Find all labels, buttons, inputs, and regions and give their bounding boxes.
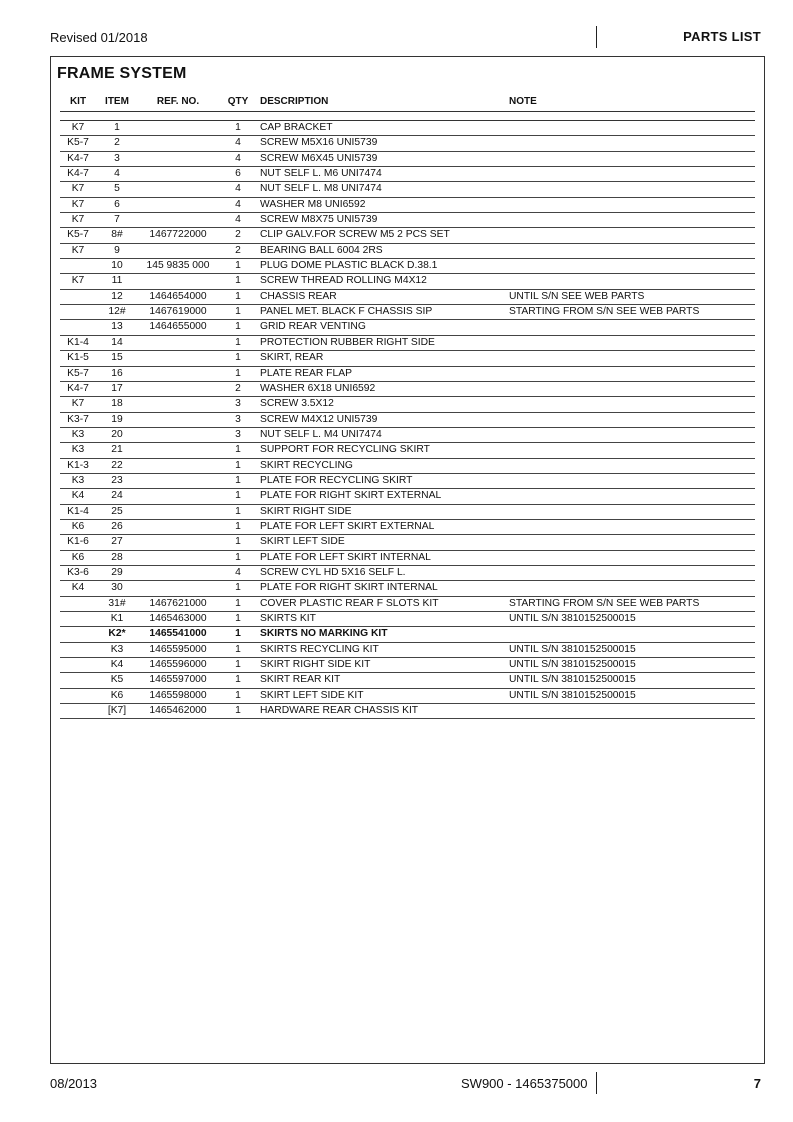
table-row — [60, 198, 755, 213]
cell-qty: 1 — [235, 551, 241, 563]
cell-qty: 1 — [235, 367, 241, 379]
cell-desc: PANEL MET. BLACK F CHASSIS SIP — [260, 306, 433, 318]
cell-item: 29 — [111, 566, 123, 578]
cell-kit: K3 — [71, 444, 85, 456]
cell-qty: 1 — [235, 260, 241, 272]
header-gap — [60, 112, 755, 121]
cell-item: 22 — [111, 459, 123, 471]
cell-kit: K4-7 — [67, 382, 89, 394]
cell-desc: PROTECTION RUBBER RIGHT SIDE — [260, 336, 435, 348]
cell-note: STARTING FROM S/N SEE WEB PARTS — [509, 306, 700, 318]
cell-item: K5 — [110, 674, 124, 686]
cell-kit: K3 — [71, 428, 85, 440]
cell-desc: SCREW M6X45 UNI5739 — [260, 152, 378, 164]
page-number: 7 — [753, 1076, 761, 1091]
cell-item: 6 — [114, 198, 120, 210]
col-ref-header: REF. NO. — [156, 96, 200, 107]
cell-qty: 2 — [235, 382, 241, 394]
table-header — [60, 94, 755, 112]
cell-qty: 2 — [235, 229, 241, 241]
revision-date: Revised 01/2018 — [50, 30, 148, 45]
table-row — [60, 367, 755, 382]
table-row — [60, 643, 755, 658]
table-row — [60, 520, 755, 535]
cell-kit: K7 — [71, 122, 85, 133]
cell-qty: 1 — [235, 613, 241, 624]
footer-date: 08/2013 — [50, 1076, 97, 1091]
cell-qty: 1 — [235, 490, 241, 502]
cell-desc: CLIP GALV.FOR SCREW M5 2 PCS SET — [260, 229, 450, 241]
cell-desc: NUT SELF L. M8 UNI7474 — [260, 183, 382, 195]
table-row — [60, 474, 755, 489]
cell-item: K2* — [108, 628, 126, 640]
cell-qty: 1 — [235, 520, 241, 532]
table-row — [60, 505, 755, 520]
page-title: FRAME SYSTEM — [57, 65, 187, 82]
cell-item: 15 — [111, 352, 123, 364]
cell-item: 25 — [111, 505, 123, 517]
col-kit-header: KIT — [69, 96, 87, 107]
cell-desc: PLATE REAR FLAP — [260, 367, 352, 379]
cell-kit: K7 — [71, 183, 85, 195]
table-row — [60, 167, 755, 182]
table-row — [60, 673, 755, 688]
col-item-header: ITEM — [105, 96, 129, 107]
cell-kit: K5-7 — [67, 229, 89, 241]
cell-desc: SKIRT RECYCLING — [260, 459, 353, 471]
table-row — [60, 627, 755, 642]
table-row — [60, 489, 755, 504]
cell-item: 2 — [114, 137, 120, 149]
footer-model: SW900 - 1465375000 — [461, 1076, 588, 1091]
cell-desc: SKIRT LEFT SIDE — [260, 536, 345, 548]
cell-item: 16 — [111, 367, 123, 379]
cell-desc: SKIRT REAR KIT — [260, 674, 341, 686]
cell-item: 28 — [111, 551, 123, 563]
cell-qty: 1 — [235, 674, 241, 686]
cell-desc: HARDWARE REAR CHASSIS KIT — [260, 705, 419, 717]
table-row — [60, 351, 755, 366]
table-row — [60, 305, 755, 320]
cell-qty: 1 — [235, 689, 241, 701]
cell-desc: PLATE FOR RIGHT SKIRT EXTERNAL — [260, 490, 442, 502]
cell-desc: NUT SELF L. M6 UNI7474 — [260, 168, 382, 180]
cell-qty: 4 — [235, 183, 241, 195]
cell-item: 30 — [111, 582, 123, 594]
cell-desc: PLATE FOR LEFT SKIRT INTERNAL — [260, 551, 431, 563]
cell-note: STARTING FROM S/N SEE WEB PARTS — [509, 597, 700, 609]
cell-desc: WASHER 6X18 UNI6592 — [260, 382, 376, 394]
cell-ref: 1464655000 — [149, 321, 207, 333]
table-row — [60, 152, 755, 167]
cell-kit: K6 — [71, 520, 85, 532]
cell-desc: SKIRT RIGHT SIDE KIT — [260, 659, 371, 671]
cell-qty: 4 — [235, 152, 241, 164]
cell-kit: K7 — [71, 244, 85, 256]
cell-ref: 1465596000 — [149, 659, 207, 671]
cell-qty: 1 — [235, 643, 241, 655]
table-row — [60, 428, 755, 443]
cell-qty: 4 — [235, 566, 241, 578]
table-row — [60, 581, 755, 596]
cell-kit: K3-7 — [67, 413, 89, 425]
cell-qty: 1 — [235, 290, 241, 302]
table-row — [60, 228, 755, 243]
footer-divider — [596, 1072, 597, 1094]
cell-kit: K1-5 — [67, 352, 89, 364]
cell-desc: SCREW M4X12 UNI5739 — [260, 413, 378, 425]
cell-qty: 1 — [235, 474, 241, 486]
cell-desc: PLATE FOR LEFT SKIRT EXTERNAL — [260, 520, 435, 532]
cell-desc: SKIRT, REAR — [260, 352, 324, 364]
table-row — [60, 566, 755, 581]
cell-item: 10 — [111, 260, 123, 272]
cell-kit: K1-4 — [67, 505, 89, 517]
cell-note: UNTIL S/N 3810152500015 — [509, 689, 636, 701]
cell-item: K1 — [110, 613, 124, 624]
cell-kit: K3 — [71, 474, 85, 486]
cell-kit: K4 — [71, 582, 85, 594]
cell-item: 27 — [111, 536, 123, 548]
cell-desc: SCREW M5X16 UNI5739 — [260, 137, 378, 149]
cell-qty: 1 — [235, 275, 241, 287]
cell-desc: CAP BRACKET — [260, 122, 333, 133]
cell-qty: 3 — [235, 413, 241, 425]
cell-desc: SCREW THREAD ROLLING M4X12 — [260, 275, 427, 287]
cell-item: 18 — [111, 398, 123, 410]
cell-item: 12 — [111, 290, 123, 302]
cell-note: UNTIL S/N 3810152500015 — [509, 659, 636, 671]
cell-ref: 1465595000 — [149, 643, 207, 655]
table-row — [60, 443, 755, 458]
cell-kit: K1-3 — [67, 459, 89, 471]
cell-item: 19 — [111, 413, 123, 425]
cell-ref: 1467619000 — [149, 306, 207, 318]
cell-qty: 4 — [235, 198, 241, 210]
cell-qty: 1 — [235, 306, 241, 318]
cell-desc: GRID REAR VENTING — [260, 321, 366, 333]
cell-note: UNTIL S/N 3810152500015 — [509, 643, 636, 655]
table-row — [60, 136, 755, 151]
table-row — [60, 397, 755, 412]
cell-qty: 1 — [235, 336, 241, 348]
table-row — [60, 244, 755, 259]
cell-item: K6 — [110, 689, 124, 701]
parts-table — [60, 94, 755, 719]
cell-item: 5 — [114, 183, 120, 195]
cell-item: 14 — [111, 336, 123, 348]
cell-note: UNTIL S/N 3810152500015 — [509, 613, 636, 624]
cell-desc: NUT SELF L. M4 UNI7474 — [260, 428, 382, 440]
cell-item: K4 — [110, 659, 124, 671]
table-body — [60, 121, 755, 719]
table-row — [60, 320, 755, 335]
cell-ref: 1465462000 — [149, 705, 207, 717]
cell-qty: 1 — [235, 628, 241, 640]
cell-desc: PLATE FOR RECYCLING SKIRT — [260, 474, 413, 486]
cell-item: 24 — [111, 490, 123, 502]
col-note-header: NOTE — [509, 96, 537, 107]
table-row — [60, 182, 755, 197]
cell-kit: K1-6 — [67, 536, 89, 548]
cell-kit: K7 — [71, 275, 85, 287]
table-row — [60, 213, 755, 228]
cell-qty: 1 — [235, 505, 241, 517]
cell-desc: SKIRTS NO MARKING KIT — [260, 628, 388, 640]
cell-kit: K4-7 — [67, 168, 89, 180]
cell-item: 3 — [114, 152, 120, 164]
cell-kit: K6 — [71, 551, 85, 563]
cell-item: 17 — [111, 382, 123, 394]
cell-kit: K7 — [71, 198, 85, 210]
cell-kit: K7 — [71, 398, 85, 410]
cell-qty: 1 — [235, 352, 241, 364]
cell-qty: 3 — [235, 428, 241, 440]
cell-ref: 145 9835 000 — [146, 260, 210, 272]
table-row — [60, 336, 755, 351]
cell-qty: 6 — [235, 168, 241, 180]
cell-desc: SUPPORT FOR RECYCLING SKIRT — [260, 444, 430, 456]
cell-item: [K7] — [107, 705, 127, 717]
cell-desc: SKIRT LEFT SIDE KIT — [260, 689, 364, 701]
cell-qty: 4 — [235, 137, 241, 149]
col-qty-header: QTY — [227, 96, 249, 107]
table-row — [60, 551, 755, 566]
cell-ref: 1464654000 — [149, 290, 207, 302]
cell-desc: CHASSIS REAR — [260, 290, 337, 302]
table-row — [60, 274, 755, 289]
table-row — [60, 290, 755, 305]
cell-qty: 1 — [235, 536, 241, 548]
cell-qty: 3 — [235, 398, 241, 410]
table-row — [60, 597, 755, 612]
cell-kit: K4 — [71, 490, 85, 502]
cell-ref: 1465598000 — [149, 689, 207, 701]
table-row — [60, 259, 755, 274]
cell-ref: 1465541000 — [149, 628, 207, 640]
cell-desc: BEARING BALL 6004 2RS — [260, 244, 383, 256]
table-row — [60, 704, 755, 719]
cell-item: 21 — [111, 444, 123, 456]
cell-item: K3 — [110, 643, 124, 655]
cell-qty: 1 — [235, 459, 241, 471]
cell-qty: 1 — [235, 122, 241, 133]
cell-item: 20 — [111, 428, 123, 440]
cell-item: 8# — [111, 229, 123, 241]
cell-desc: WASHER M8 UNI6592 — [260, 198, 366, 210]
cell-item: 31# — [108, 597, 126, 609]
cell-ref: 1467621000 — [149, 597, 207, 609]
cell-item: 1 — [114, 122, 120, 133]
cell-kit: K7 — [71, 214, 85, 226]
cell-qty: 1 — [235, 659, 241, 671]
cell-item: 7 — [114, 214, 120, 226]
header-divider — [596, 26, 597, 48]
table-row — [60, 121, 755, 136]
cell-item: 26 — [111, 520, 123, 532]
cell-kit: K1-4 — [67, 336, 89, 348]
cell-desc: SCREW M8X75 UNI5739 — [260, 214, 378, 226]
table-row — [60, 689, 755, 704]
cell-desc: SKIRT RIGHT SIDE — [260, 505, 352, 517]
table-row — [60, 382, 755, 397]
cell-note: UNTIL S/N 3810152500015 — [509, 674, 636, 686]
cell-item: 11 — [111, 275, 123, 287]
section-title: PARTS LIST — [683, 29, 761, 44]
cell-qty: 1 — [235, 597, 241, 609]
table-row — [60, 658, 755, 673]
table-row — [60, 535, 755, 550]
content-frame — [50, 56, 765, 1064]
cell-qty: 1 — [235, 705, 241, 717]
cell-note: UNTIL S/N SEE WEB PARTS — [509, 290, 645, 302]
cell-item: 23 — [111, 474, 123, 486]
cell-desc: COVER PLASTIC REAR F SLOTS KIT — [260, 597, 439, 609]
cell-qty: 4 — [235, 214, 241, 226]
table-row — [60, 459, 755, 474]
cell-kit: K5-7 — [67, 367, 89, 379]
cell-item: 9 — [114, 244, 120, 256]
cell-desc: SCREW 3.5X12 — [260, 398, 334, 410]
cell-item: 12# — [108, 306, 126, 318]
cell-item: 13 — [111, 321, 123, 333]
table-row — [60, 413, 755, 428]
cell-desc: PLATE FOR RIGHT SKIRT INTERNAL — [260, 582, 438, 594]
table-row — [60, 612, 755, 627]
cell-qty: 2 — [235, 244, 241, 256]
cell-kit: K3-6 — [67, 566, 89, 578]
cell-qty: 1 — [235, 444, 241, 456]
cell-desc: PLUG DOME PLASTIC BLACK D.38.1 — [260, 260, 438, 272]
cell-desc: SKIRTS KIT — [260, 613, 316, 624]
cell-ref: 1465463000 — [149, 613, 207, 624]
cell-item: 4 — [114, 168, 120, 180]
cell-kit: K4-7 — [67, 152, 89, 164]
cell-kit: K5-7 — [67, 137, 89, 149]
cell-ref: 1467722000 — [149, 229, 207, 241]
cell-qty: 1 — [235, 321, 241, 333]
cell-desc: SCREW CYL HD 5X16 SELF L. — [260, 566, 406, 578]
cell-desc: SKIRTS RECYCLING KIT — [260, 643, 379, 655]
cell-qty: 1 — [235, 582, 241, 594]
col-desc-header: DESCRIPTION — [260, 96, 329, 107]
cell-ref: 1465597000 — [149, 674, 207, 686]
